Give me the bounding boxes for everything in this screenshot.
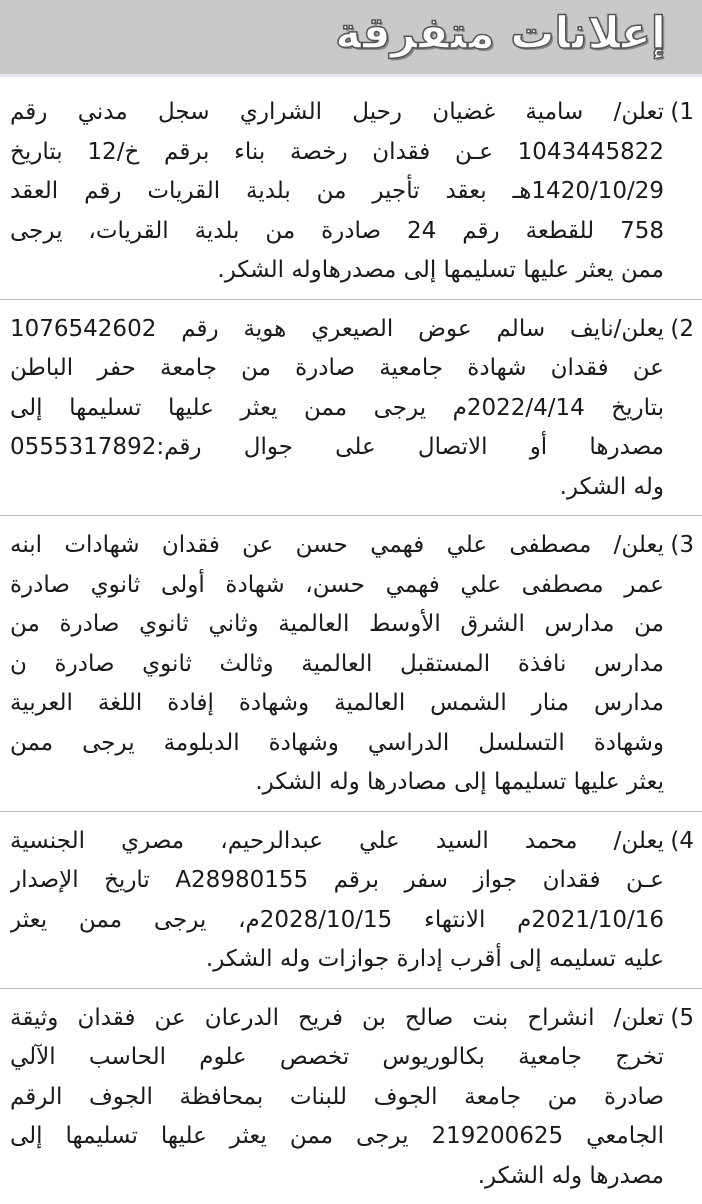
ad-text: 1043445822 عـن فقدان رخصة بناء برقم خ/12 بتاريخ: [10, 139, 664, 165]
ad-text: يعلن/نايف سالم عوض الصيعري هوية رقم 1076542602: [10, 316, 664, 342]
ad-text: ممن يعثر عليها تسليمها إلى مصدرهاوله الشكر.: [217, 257, 664, 283]
ad-line: [10, 212, 664, 252]
ad-text: يعثر عليها تسليمها إلى مصادرها وله الشكر.: [255, 769, 664, 795]
ad-text: الجامعي 219200625 يرجى ممن يعثر عليها تسليمها إلى: [10, 1123, 664, 1149]
ad-text: صادرة من جامعة الجوف للبنات بمحافظة الجوف الرقم: [10, 1084, 664, 1110]
ad-line: [10, 901, 664, 941]
ad-text: تعلن/ سامية غضيان رحيل الشراري سجل مدني رقم: [10, 99, 664, 125]
ad-text: 758 للقطعة رقم 24 صادرة من بلدية القريات، يرجى: [10, 218, 664, 244]
section-header: [0, 0, 702, 77]
classified-ads-list: [0, 77, 702, 1204]
ad-line: [10, 999, 694, 1039]
classified-ad: [0, 308, 702, 517]
ad-text: مصدرها وله الشكر.: [478, 1163, 664, 1189]
ad-number: 5): [664, 999, 694, 1039]
ad-text: عـن فقدان جواز سفر برقم A28980155 تاريخ الإصدار: [10, 867, 664, 893]
ad-line: [10, 349, 664, 389]
ad-number: 2): [664, 310, 694, 350]
ad-line: [10, 428, 664, 468]
ad-line: [10, 310, 694, 350]
ad-text: وشهادة التسلسل الدراسي وشهادة الدبلومة يرجى ممن: [10, 730, 664, 756]
ad-line: [10, 1117, 664, 1157]
ad-number: 1): [664, 93, 694, 133]
ad-line: [10, 1078, 664, 1118]
ad-text: عليه تسليمه إلى أقرب إدارة جوازات وله الشكر.: [206, 946, 664, 972]
ad-line: [10, 172, 664, 212]
ad-line: [10, 822, 694, 862]
ad-line: [10, 468, 664, 508]
ad-line: [10, 645, 664, 685]
ad-number: 3): [664, 526, 694, 566]
ad-text: يعلن/ محمد السيد علي عبدالرحيم، مصري الجنسية: [10, 828, 664, 854]
ad-text: وله الشكر.: [560, 474, 664, 500]
ad-line: [10, 724, 664, 764]
ad-text: تخرج جامعية بكالوريوس تخصص علوم الحاسب الآلي: [10, 1044, 664, 1070]
ad-line: [10, 605, 664, 645]
classified-ad: [0, 997, 702, 1204]
ad-text: عن فقدان شهادة جامعية صادرة من جامعة حفر الباطن: [10, 355, 664, 381]
ad-text: بتاريخ 2022/4/14م يرجى ممن يعثر عليها تسليمها إلى: [10, 395, 664, 421]
ad-number: 4): [664, 822, 694, 862]
ad-line: [10, 93, 694, 133]
ad-line: [10, 1038, 664, 1078]
ad-text: مصدرها أو الاتصال على جوال رقم:0555317892: [10, 434, 664, 460]
ad-line: [10, 684, 664, 724]
ad-text: عمر مصطفى علي فهمي حسن، شهادة أولى ثانوي صادرة: [10, 572, 664, 598]
ad-line: [10, 526, 694, 566]
ad-line: [10, 763, 664, 803]
classified-ad: [0, 91, 702, 300]
ad-line: [10, 566, 664, 606]
ad-line: [10, 389, 664, 429]
ad-text: مدارس منار الشمس العالمية وشهادة إفادة اللغة العربية: [10, 690, 664, 716]
ad-line: [10, 940, 664, 980]
ad-text: مدارس نافذة المستقبل العالمية وثالث ثانوي صادرة ن: [10, 651, 664, 677]
ad-line: [10, 251, 664, 291]
ad-text: من مدارس الشرق الأوسط العالمية وثاني ثانوي صادرة من: [10, 611, 664, 637]
ad-text: 2021/10/16م الانتهاء 2028/10/15م، يرجى ممن يعثر: [10, 907, 664, 933]
ad-line: [10, 133, 664, 173]
ad-text: 1420/10/29هـ بعقد تأجير من بلدية القريات رقم العقد: [10, 178, 664, 204]
ad-line: [10, 861, 664, 901]
ad-text: تعلن/ انشراح بنت صالح بن فريح الدرعان عن فقدان وثيقة: [10, 1005, 664, 1031]
ad-line: [10, 1157, 664, 1197]
classified-ad: [0, 820, 702, 989]
classified-ad: [0, 524, 702, 812]
section-title: إعلانات متفرقة: [335, 8, 666, 59]
ad-text: يعلن/ مصطفى علي فهمي حسن عن فقدان شهادات ابنه: [10, 532, 664, 558]
